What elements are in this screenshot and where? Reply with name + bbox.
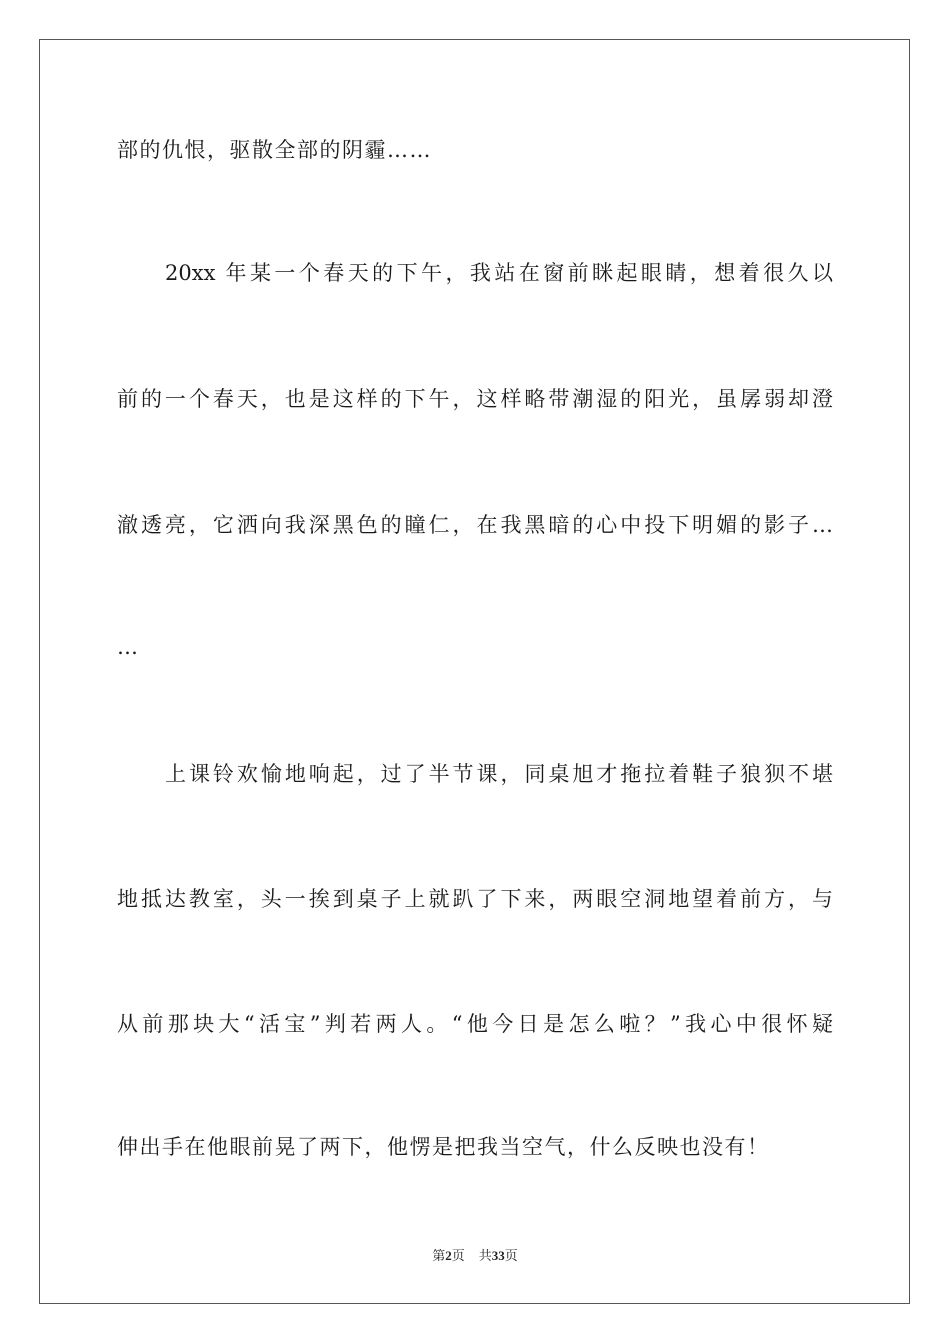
paragraph-2-line-3: 澈透亮，它洒向我深黑色的瞳仁，在我黑暗的心中投下明媚的影子… — [117, 513, 833, 537]
paragraph-3-line-4: 伸出手在他眼前晃了两下，他愣是把我当空气，什么反映也没有！ — [117, 1135, 770, 1159]
current-page-number: 2 — [445, 1248, 452, 1263]
page-footer — [0, 1247, 950, 1266]
paragraph-3-line-1: 上课铃欢愉地响起，过了半节课，同桌旭才拖拉着鞋子狼狈不堪 — [165, 762, 833, 786]
text-line-1: 部的仇恨，驱散全部的阴霾…… — [117, 138, 432, 162]
paragraph-2-line-1: 20xx 年某一个春天的下午，我站在窗前眯起眼睛，想着很久以 — [165, 261, 833, 285]
page-suffix: 页 — [451, 1249, 465, 1264]
total-page-count: 33 — [491, 1248, 505, 1263]
paragraph-3-line-3: 从前那块大“活宝”判若两人。“他今日是怎么啦？”我心中很怀疑 — [117, 1012, 833, 1036]
paragraph-3-line-2: 地抵达教室，头一挨到桌子上就趴了下来，两眼空洞地望着前方，与 — [117, 887, 833, 911]
page-prefix: 第 — [432, 1249, 446, 1264]
paragraph-2-line-2: 前的一个春天，也是这样的下午，这样略带潮湿的阳光，虽孱弱却澄 — [117, 387, 833, 411]
page-border — [39, 39, 910, 1304]
paragraph-2-line-4: … — [117, 635, 140, 659]
total-prefix: 共 — [478, 1249, 492, 1264]
total-suffix: 页 — [504, 1249, 518, 1264]
